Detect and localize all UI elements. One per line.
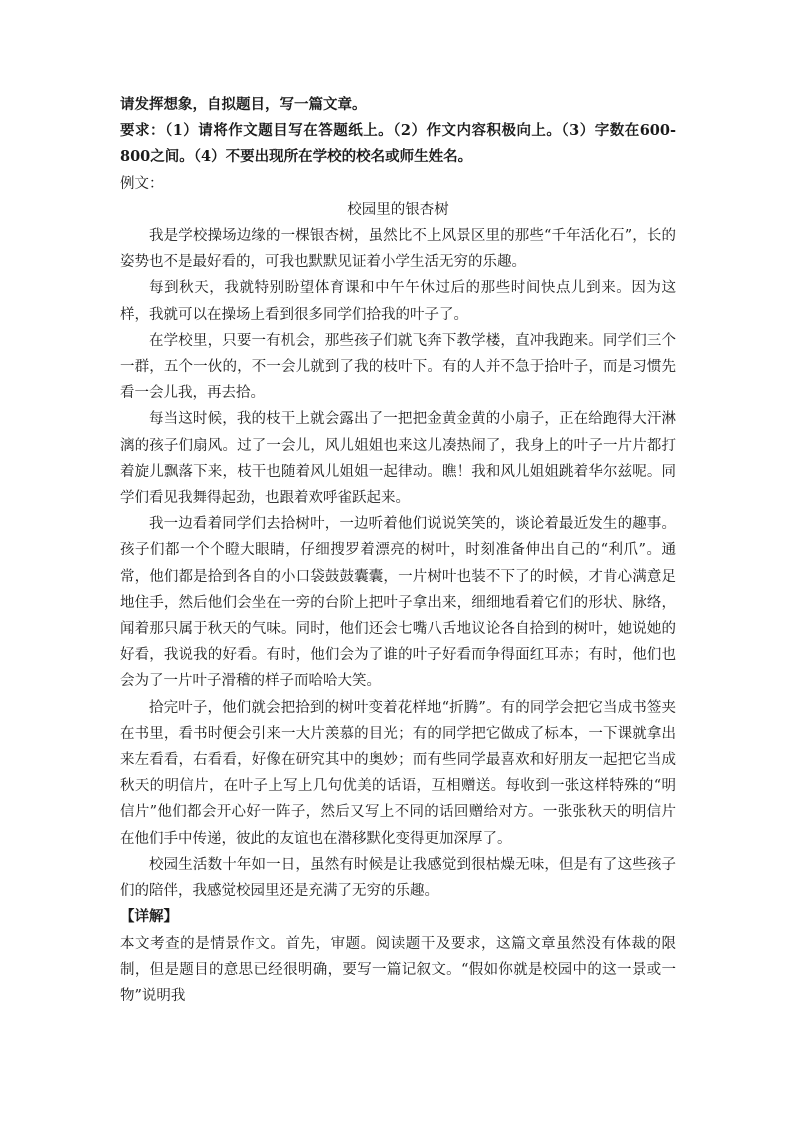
prompt-requirements: 要求：（1）请将作文题目写在答题纸上。（2）作文内容积极向上。（3）字数在600-800之间。（4）不要出现所在学校的校名或师生姓名。 <box>120 122 676 166</box>
prompt-line: 请发挥想象，自拟题目，写一篇文章。 <box>120 96 367 113</box>
essay-paragraph: 每到秋天，我就特别盼望体育课和中午午休过后的那些时间快点儿到来。因为这样，我就可以在操场上看到很多同学们拾我的叶子了。 <box>120 280 676 323</box>
essay-paragraph: 我一边看着同学们去拾树叶，一边听着他们说说笑笑的，谈论着最近发生的趣事。孩子们都一个个瞪大眼睛，仔细搜罗着漂亮的树叶，时刻准备伸出自己的“利爪”。通常，他们都是拾到各自的小口袋鼓鼓囊囊，一片树叶也装不下了的时候，才肯心满意足地住手，然后他们会坐在一旁的台阶上把叶子拿出来，细细地看着它们的形状、脉络，闻着那只属于秋天的气味。同时，他们还会七嘴八舌地议论各自拾到的树叶，她说她的好看，我说我的好看。有时，他们会为了谁的叶子好看而争得面红耳赤；有时，他们也会为了一片叶子滑稽的样子而哈哈大笑。 <box>120 516 676 690</box>
essay-paragraph: 我是学校操场边缘的一棵银杏树，虽然比不上风景区里的那些“千年活化石”，长的姿势也不是最好看的，可我也默默见证着小学生活无穷的乐趣。 <box>120 228 676 271</box>
document-page <box>120 92 676 1009</box>
essay-paragraph: 拾完叶子，他们就会把拾到的树叶变着花样地“折腾”。有的同学会把它当成书签夹在书里，看书时便会引来一大片羡慕的目光；有的同学把它做成了标本，一下课就拿出来左看看，右看看，好像在研究其中的奥妙；而有些同学最喜欢和好朋友一起把它当成秋天的明信片，在叶子上写上几句优美的话语，互相赠送。每收到一张这样特殊的“明信片”他们都会开心好一阵子，然后又写上不同的话回赠给对方。一张张秋天的明信片在他们手中传递，彼此的友谊也在潜移默化变得更加深厚了。 <box>120 699 676 847</box>
essay-paragraph: 每当这时候，我的枝干上就会露出了一把把金黄金黄的小扇子，正在给跑得大汗淋漓的孩子们扇风。过了一会儿，风儿姐姐也来这儿凑热闹了，我身上的叶子一片片都打着旋儿飘落下来，枝干也随着风儿姐姐一起律动。瞧！我和风儿姐姐跳着华尔兹呢。同学们看见我舞得起劲，也跟着欢呼雀跃起来。 <box>120 411 676 507</box>
example-label: 例文： <box>120 175 164 192</box>
detail-text: 本文考查的是情景作文。首先，审题。阅读题干及要求，这篇文章虽然没有体裁的限制，但是题目的意思已经很明确，要写一篇记叙文。“假如你就是校园中的这一景或一物”说明我 <box>120 935 676 1004</box>
detail-heading: 【详解】 <box>120 908 178 926</box>
essay-title: 校园里的银杏树 <box>347 201 449 218</box>
essay-paragraph: 在学校里，只要一有机会，那些孩子们就飞奔下教学楼，直冲我跑来。同学们三个一群，五个一伙的，不一会儿就到了我的枝叶下。有的人并不急于拾叶子，而是习惯先看一会儿我，再去拾。 <box>120 332 676 402</box>
essay-paragraph: 校园生活数十年如一日，虽然有时候是让我感觉到很枯燥无味，但是有了这些孩子们的陪伴，我感觉校园里还是充满了无穷的乐趣。 <box>120 856 676 900</box>
